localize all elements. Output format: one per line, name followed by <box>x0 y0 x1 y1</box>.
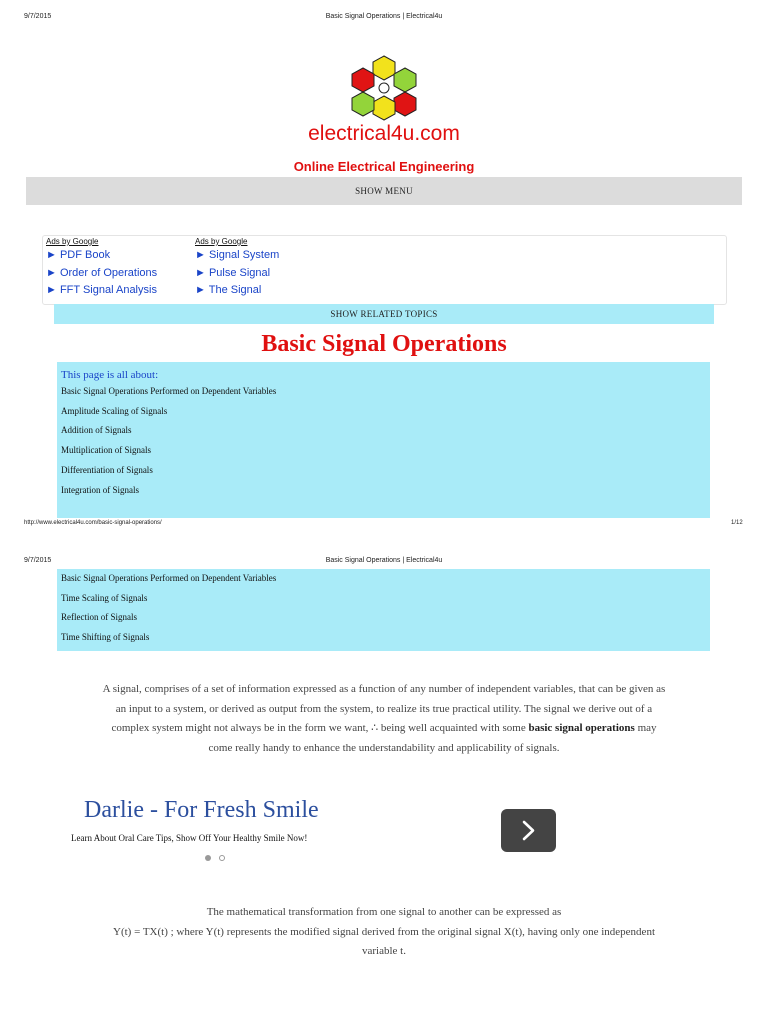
transformation-paragraph <box>30 903 738 962</box>
table-of-contents <box>57 362 710 518</box>
article-title: Basic Signal Operations <box>261 331 507 357</box>
show-menu-button[interactable]: SHOW MENU <box>26 177 742 205</box>
transform-line: The mathematical transformation from one signal to another can be expressed as <box>206 906 562 918</box>
intro-paragraph <box>30 680 738 758</box>
transform-line: Y(t) = TX(t) ; where Y(t) represents the modified signal derived from the original signal X(t), having only one independent <box>113 925 655 938</box>
ad-link-signal-system[interactable]: ► Signal System <box>195 249 280 261</box>
ad-link-the-signal[interactable]: ► The Signal <box>195 284 262 296</box>
print-title: Basic Signal Operations | Electrical4u <box>325 557 443 564</box>
toc-item[interactable]: Basic Signal Operations Performed on Dependent Variables <box>61 386 277 396</box>
intro-text: may <box>634 722 657 735</box>
print-date: 9/7/2015 <box>24 557 52 564</box>
print-url: http://www.electrical4u.com/basic-signal-operations/ <box>24 520 162 526</box>
ad-description[interactable]: Learn About Oral Care Tips, Show Off Your Healthy Smile Now! <box>71 833 308 843</box>
intro-bold-term: basic signal operations <box>528 722 635 735</box>
print-date: 9/7/2015 <box>24 13 52 20</box>
intro-line <box>30 719 738 739</box>
show-related-topics-button[interactable]: SHOW RELATED TOPICS <box>54 304 714 324</box>
table-of-contents-continued <box>57 569 710 651</box>
site-tagline: Online Electrical Engineering <box>293 159 475 174</box>
ads-by-google-label[interactable]: Ads by Google <box>46 237 99 246</box>
intro-line: A signal, comprises of a set of information expressed as a function of any number of independent variables, that can be given as <box>102 683 666 695</box>
toc-item[interactable]: Amplitude Scaling of Signals <box>61 405 168 416</box>
site-name[interactable]: electrical4u.com <box>308 122 460 145</box>
carousel-dot-active[interactable] <box>205 855 211 861</box>
transform-line: variable t. <box>362 945 406 958</box>
ads-column-1 <box>46 236 157 300</box>
toc-item[interactable]: Differentiation of Signals <box>61 464 153 475</box>
toc-item[interactable]: Time Scaling of Signals <box>61 592 148 603</box>
print-page-number: 1/12 <box>731 520 743 526</box>
intro-line: come really handy to enhance the understandability and applicability of signals. <box>208 741 560 754</box>
ads-column-2 <box>195 236 279 300</box>
ad-next-button[interactable] <box>501 809 556 852</box>
intro-text: complex system might not always be in the form we want, ∴ being well acquainted with some <box>111 722 529 735</box>
google-ads-box <box>42 235 727 305</box>
ad-link-fft-signal-analysis[interactable]: ► FFT Signal Analysis <box>46 284 157 296</box>
chevron-right-icon <box>501 809 556 852</box>
ad-headline[interactable]: Darlie - For Fresh Smile <box>84 797 319 823</box>
intro-line: an input to a system, or derived as output from the system, to realize its true practical utility. The signal we derive out of a <box>115 702 653 715</box>
electrical4u-logo[interactable] <box>348 52 420 124</box>
ad-link-order-of-operations[interactable]: ► Order of Operations <box>46 266 158 279</box>
ad-link-pdf-book[interactable]: ► PDF Book <box>46 249 111 261</box>
toc-item[interactable]: Reflection of Signals <box>61 612 137 623</box>
toc-heading: This page is all about: <box>61 369 159 381</box>
ad-link-pulse-signal[interactable]: ► Pulse Signal <box>195 266 271 279</box>
toc-item[interactable]: Addition of Signals <box>61 425 132 436</box>
toc-item[interactable]: Basic Signal Operations Performed on Dependent Variables <box>61 573 277 583</box>
carousel-dot[interactable] <box>219 855 225 861</box>
print-title: Basic Signal Operations | Electrical4u <box>325 13 443 20</box>
toc-item[interactable]: Integration of Signals <box>61 484 139 495</box>
toc-item[interactable]: Multiplication of Signals <box>61 445 151 456</box>
ads-by-google-label[interactable]: Ads by Google <box>195 237 248 246</box>
toc-item[interactable]: Time Shifting of Signals <box>61 632 150 643</box>
